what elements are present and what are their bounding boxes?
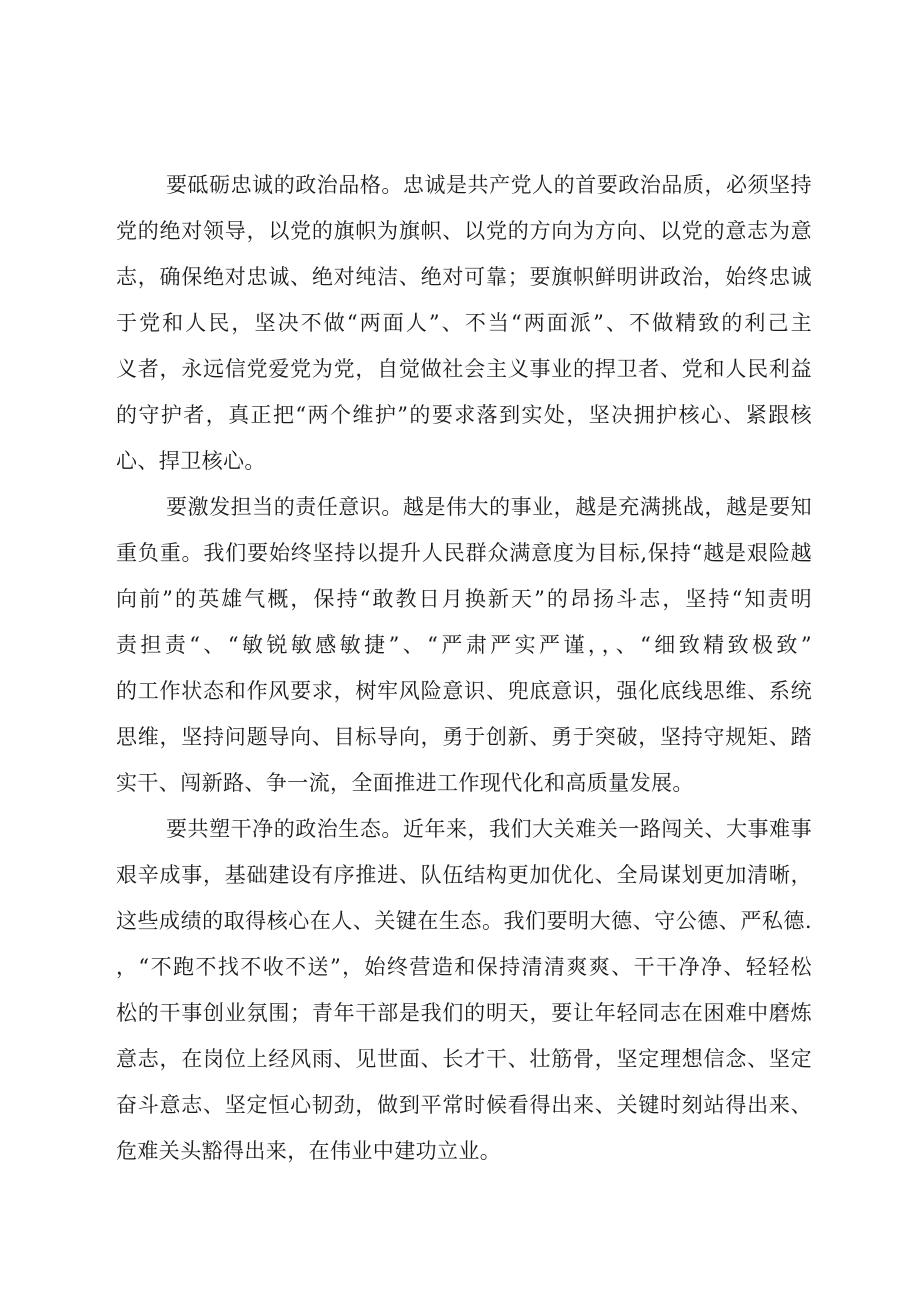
text-line: 要激发担当的责任意识。越是伟大的事业，越是充满挑战，越是要知 bbox=[166, 495, 812, 519]
text-line: 党的绝对领导，以党的旗帜为旗帜、以党的方向为方向、以党的意志为意 bbox=[116, 219, 812, 243]
text-line: 的守护者，真正把“两个维护”的要求落到实处，坚决拥护核心、紧跟核 bbox=[116, 403, 812, 427]
text-line: ，“不跑不找不收不送”，始终营造和保持清清爽爽、干干净净、轻轻松 bbox=[116, 955, 812, 979]
text-line: 向前”的英雄气概，保持“敢教日月换新天”的昂扬斗志，坚持“知责明 bbox=[116, 587, 812, 611]
text-line: 意志，在岗位上经风雨、见世面、长才干、壮筋骨，坚定理想信念、坚定 bbox=[116, 1047, 812, 1071]
text-line: 要共塑干净的政治生态。近年来，我们大关难关一路闯关、大事难事 bbox=[166, 817, 812, 841]
text-line: 实干、闯新路、争一流，全面推进工作现代化和高质量发展。 bbox=[116, 771, 694, 795]
text-line: 危难关头豁得出来，在伟业中建功立业。 bbox=[116, 1139, 502, 1163]
text-line: 奋斗意志、坚定恒心韧劲，做到平常时候看得出来、关键时刻站得出来、 bbox=[116, 1093, 812, 1117]
text-line: 要砥砺忠诚的政治品格。忠诚是共产党人的首要政治品质，必须坚持 bbox=[166, 173, 812, 197]
text-line: 思维，坚持问题导向、目标导向，勇于创新、勇于突破，坚持守规矩、踏 bbox=[116, 725, 812, 749]
text-line: 志，确保绝对忠诚、绝对纯洁、绝对可靠；要旗帜鲜明讲政治，始终忠诚 bbox=[116, 265, 812, 289]
text-line: 重负重。我们要始终坚持以提升人民群众满意度为目标,保持“越是艰险越 bbox=[116, 541, 812, 565]
text-line: 义者，永远信党爱党为党，自觉做社会主义事业的捍卫者、党和人民利益 bbox=[116, 357, 812, 381]
text-line: 于党和人民，坚决不做“两面人”、不当“两面派”、不做精致的利己主 bbox=[116, 311, 812, 335]
text-line: 松的干事创业氛围；青年干部是我们的明天，要让年轻同志在困难中磨炼 bbox=[116, 1001, 812, 1025]
text-line: 这些成绩的取得核心在人、关键在生态。我们要明大德、守公德、严私德. bbox=[116, 909, 812, 933]
paragraph-ecology bbox=[116, 806, 812, 1174]
text-line: 艰辛成事，基础建设有序推进、队伍结构更加优化、全局谋划更加清晰， bbox=[116, 863, 812, 887]
text-line: 的工作状态和作风要求，树牢风险意识、兜底意识，强化底线思维、系统 bbox=[116, 679, 812, 703]
paragraph-responsibility bbox=[116, 484, 812, 806]
paragraph-loyalty bbox=[116, 162, 812, 484]
text-line: 心、捍卫核心。 bbox=[116, 449, 266, 473]
document-body bbox=[116, 162, 812, 1174]
text-line: 责担责“、“敏锐敏感敏捷”、“严肃严实严谨，，、“细致精致极致” bbox=[116, 633, 812, 657]
